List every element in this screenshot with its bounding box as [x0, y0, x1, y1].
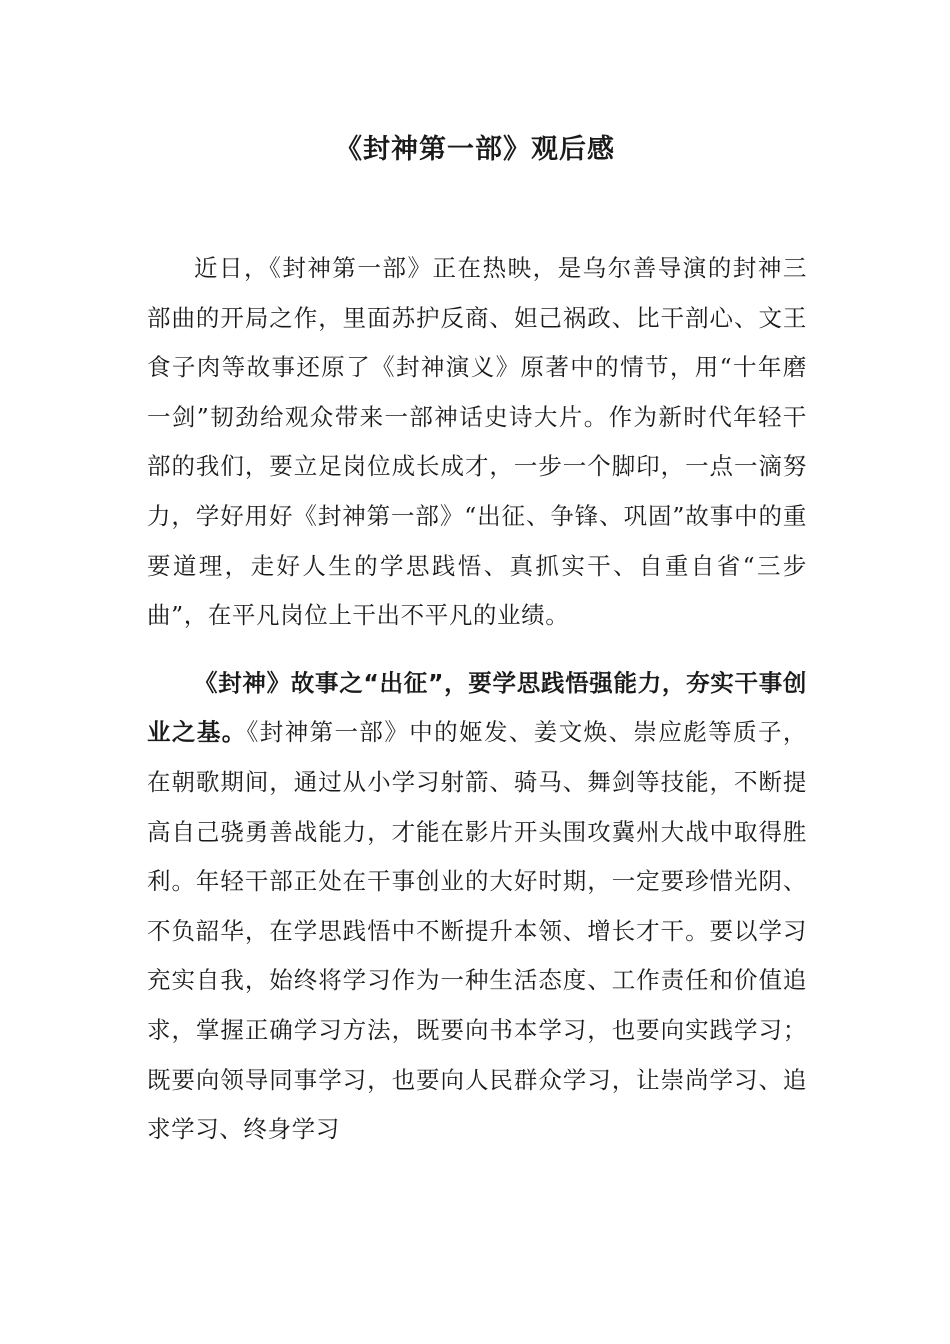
- paragraph-intro: [147, 244, 807, 641]
- document-title: 《封神第一部》观后感: [335, 134, 615, 165]
- document-body: [147, 244, 807, 1155]
- paragraph-lead: 《封神》故事之“出征”，要学思践悟强能力，夯实干事创业之基。: [147, 668, 807, 747]
- paragraph-text: 近日，《封神第一部》正在热映，是乌尔善导演的封神三部曲的开局之作，里面苏护反商、妲己祸政、比干剖心、文王食子肉等故事还原了《封神演义》原著中的情节，用“十年磨一剑”韧劲给观众带来一部神话史诗大片。作为新时代年轻干部的我们，要立足岗位成长成才，一步一个脚印，一点一滴努力，学好用好《封神第一部》“出征、争锋、巩固”故事中的重要道理，走好人生的学思践悟、真抓实干、自重自省“三步曲”，在平凡岗位上干出不平凡的业绩。: [147, 254, 807, 630]
- paragraph-chuzheng: [147, 659, 807, 1155]
- paragraph-text: 《封神第一部》中的姬发、姜文焕、崇应彪等质子，在朝歌期间，通过从小学习射箭、骑马、舞剑等技能，不断提高自己骁勇善战能力，才能在影片开头围攻冀州大战中取得胜利。年轻干部正处在干事创业的大好时期，一定要珍惜光阴、不负韶华，在学思践悟中不断提升本领、增长才干。要以学习充实自我，始终将学习作为一种生活态度、工作责任和价值追求，掌握正确学习方法，既要向书本学习，也要向实践学习；既要向领导同事学习，也要向人民群众学习，让崇尚学习、追求学习、终身学习: [147, 718, 807, 1144]
